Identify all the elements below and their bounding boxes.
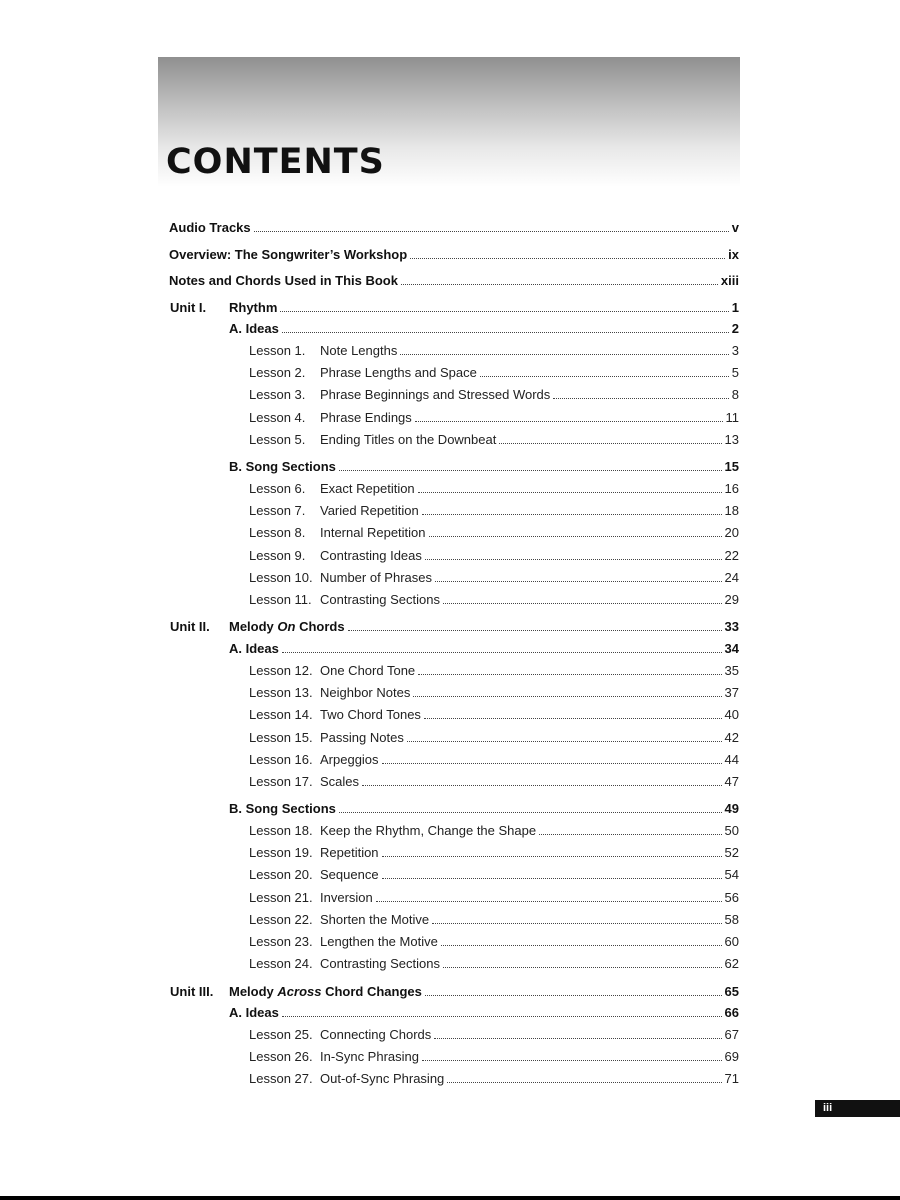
entry-page-number: 20 [724,524,739,540]
entry-number: Lesson 4. [249,409,306,425]
entry-number: Lesson 19. [249,844,313,860]
entry-page-number: 15 [724,458,739,474]
entry-title: Phrase Beginnings and Stressed Words [320,386,551,402]
entry-title: One Chord Tone [320,662,416,678]
dot-leader [443,603,722,604]
dot-leader [339,812,722,813]
dot-leader [418,674,721,675]
entry-page-number: 44 [724,751,739,767]
dot-leader [254,231,729,232]
dot-leader [553,398,728,399]
entry-number: Lesson 10. [249,569,313,585]
lesson-entry[interactable] [249,567,739,587]
entry-title: Phrase Endings [320,409,412,425]
entry-page-number: 2 [731,320,739,336]
dot-leader [435,581,722,582]
unit-label: Unit III. [170,983,214,999]
entry-number: Lesson 16. [249,751,313,767]
entry-title: B. Song Sections [229,458,336,474]
dot-leader [282,1016,722,1017]
entry-number: Lesson 18. [249,822,313,838]
entry-number: Lesson 12. [249,662,313,678]
entry-title: Notes and Chords Used in This Book [169,272,398,288]
lesson-entry[interactable] [249,887,739,907]
entry-title: Lengthen the Motive [320,933,438,949]
lesson-entry[interactable] [249,771,739,791]
entry-title: A. Ideas [229,640,279,656]
unit-entry[interactable] [229,616,739,636]
entry-title: In-Sync Phrasing [320,1048,419,1064]
lesson-entry[interactable] [249,660,739,680]
dot-leader [499,443,721,444]
lesson-entry[interactable] [249,749,739,769]
lesson-entry[interactable] [249,340,739,360]
entry-number: Lesson 26. [249,1048,313,1064]
entry-page-number: 13 [724,431,739,447]
entry-page-number: 34 [724,640,739,656]
lesson-entry[interactable] [249,842,739,862]
dot-leader [429,536,722,537]
unit-label: Unit I. [170,299,207,315]
entry-title: Internal Repetition [320,524,426,540]
dot-leader [400,354,728,355]
dot-leader [401,284,718,285]
dot-leader [422,1060,722,1061]
lesson-entry[interactable] [249,500,739,520]
lesson-entry[interactable] [249,384,739,404]
bottom-rule [0,1196,900,1200]
entry-title: Arpeggios [320,751,379,767]
dot-leader [339,470,722,471]
entry-number: Lesson 25. [249,1026,313,1042]
entry-page-number: 16 [724,480,739,496]
lesson-entry[interactable] [249,931,739,951]
entry-title: Shorten the Motive [320,911,430,927]
entry-title: Exact Repetition [320,480,415,496]
entry-title: A. Ideas [229,320,279,336]
entry-page-number: 35 [724,662,739,678]
entry-page-number: 65 [724,983,739,999]
dot-leader [418,492,722,493]
front-matter-entry[interactable] [169,244,739,264]
dot-leader [422,514,722,515]
lesson-entry[interactable] [249,820,739,840]
entry-title: Melody Across Chord Changes [229,983,422,999]
lesson-entry[interactable] [249,864,739,884]
entry-page-number: 33 [724,618,739,634]
entry-title: Melody On Chords [229,618,345,634]
dot-leader [441,945,722,946]
entry-title: Out-of-Sync Phrasing [320,1070,445,1086]
entry-number: Lesson 2. [249,364,306,380]
entry-page-number: 71 [724,1070,739,1086]
entry-title: Contrasting Sections [320,591,440,607]
dot-leader [539,834,721,835]
entry-page-number: v [731,219,739,235]
entry-title: Passing Notes [320,729,404,745]
entry-title: Two Chord Tones [320,706,421,722]
entry-number: Lesson 27. [249,1070,313,1086]
page-number: iii [823,1102,833,1114]
unit-entry[interactable] [229,297,739,317]
entry-number: Lesson 9. [249,547,306,563]
entry-page-number: 66 [724,1004,739,1020]
entry-page-number: 58 [724,911,739,927]
dot-leader [362,785,722,786]
entry-page-number: 40 [724,706,739,722]
entry-page-number: ix [728,246,739,262]
entry-title: Sequence [320,866,379,882]
entry-page-number: 1 [731,299,739,315]
unit-entry[interactable] [229,981,739,1001]
section-entry[interactable] [229,638,739,658]
entry-number: Lesson 15. [249,729,313,745]
section-entry[interactable] [229,1002,739,1022]
entry-page-number: 8 [731,386,739,402]
dot-leader [443,967,722,968]
dot-leader [382,878,722,879]
entry-page-number: 37 [724,684,739,700]
dot-leader [434,1038,721,1039]
dot-leader [413,696,721,697]
dot-leader [432,923,721,924]
entry-number: Lesson 7. [249,502,306,518]
lesson-entry[interactable] [249,478,739,498]
dot-leader [282,332,729,333]
entry-page-number: 18 [724,502,739,518]
lesson-entry[interactable] [249,1024,739,1044]
entry-page-number: 67 [724,1026,739,1042]
dot-leader [425,995,722,996]
entry-title: Ending Titles on the Downbeat [320,431,497,447]
entry-page-number: 52 [724,844,739,860]
unit-label: Unit II. [170,618,210,634]
entry-title: Contrasting Ideas [320,547,422,563]
entry-number: Lesson 23. [249,933,313,949]
entry-title: Contrasting Sections [320,955,440,971]
lesson-entry[interactable] [249,727,739,747]
entry-page-number: 47 [724,773,739,789]
dot-leader [415,421,723,422]
section-entry[interactable] [229,456,739,476]
entry-page-number: 5 [731,364,739,380]
dot-leader [348,630,722,631]
entry-page-number: 60 [724,933,739,949]
entry-page-number: 54 [724,866,739,882]
section-entry[interactable] [229,798,739,818]
entry-page-number: 56 [724,889,739,905]
dot-leader [280,311,728,312]
entry-number: Lesson 1. [249,342,306,358]
entry-number: Lesson 13. [249,684,313,700]
lesson-entry[interactable] [249,407,739,427]
entry-title: Phrase Lengths and Space [320,364,477,380]
dot-leader [480,376,729,377]
entry-title: Inversion [320,889,373,905]
entry-number: Lesson 20. [249,866,313,882]
entry-page-number: 3 [731,342,739,358]
lesson-entry[interactable] [249,909,739,929]
dot-leader [447,1082,721,1083]
dot-leader [407,741,722,742]
lesson-entry[interactable] [249,953,739,973]
entry-title: Note Lengths [320,342,398,358]
entry-title: A. Ideas [229,1004,279,1020]
dot-leader [376,901,722,902]
dot-leader [424,718,722,719]
entry-number: Lesson 8. [249,524,306,540]
entry-title: B. Song Sections [229,800,336,816]
entry-page-number: 11 [725,409,739,425]
entry-title: Overview: The Songwriter’s Workshop [169,246,408,262]
dot-leader [282,652,722,653]
lesson-entry[interactable] [249,682,739,702]
entry-number: Lesson 17. [249,773,313,789]
entry-number: Lesson 14. [249,706,313,722]
lesson-entry[interactable] [249,545,739,565]
entry-title: Scales [320,773,360,789]
lesson-entry[interactable] [249,362,739,382]
dot-leader [382,856,722,857]
lesson-entry[interactable] [249,704,739,724]
lesson-entry[interactable] [249,522,739,542]
entry-page-number: 22 [724,547,739,563]
entry-page-number: 29 [724,591,739,607]
entry-number: Lesson 24. [249,955,313,971]
front-matter-entry[interactable] [169,217,739,237]
page-title: CONTENTS [166,142,385,182]
section-entry[interactable] [229,318,739,338]
entry-title: Varied Repetition [320,502,419,518]
entry-page-number: 62 [724,955,739,971]
lesson-entry[interactable] [249,429,739,449]
lesson-entry[interactable] [249,1068,739,1088]
entry-page-number: 24 [724,569,739,585]
entry-page-number: xiii [720,272,739,288]
lesson-entry[interactable] [249,1046,739,1066]
entry-title: Connecting Chords [320,1026,432,1042]
lesson-entry[interactable] [249,589,739,609]
front-matter-entry[interactable] [169,270,739,290]
entry-title: Repetition [320,844,379,860]
entry-number: Lesson 6. [249,480,306,496]
entry-number: Lesson 21. [249,889,313,905]
dot-leader [410,258,725,259]
entry-page-number: 42 [724,729,739,745]
entry-title: Number of Phrases [320,569,432,585]
entry-title: Rhythm [229,299,278,315]
dot-leader [382,763,722,764]
entry-page-number: 69 [724,1048,739,1064]
entry-number: Lesson 5. [249,431,306,447]
entry-number: Lesson 11. [249,591,312,607]
dot-leader [425,559,722,560]
entry-title: Audio Tracks [169,219,251,235]
entry-title: Neighbor Notes [320,684,411,700]
entry-page-number: 50 [724,822,739,838]
entry-number: Lesson 22. [249,911,313,927]
entry-page-number: 49 [724,800,739,816]
entry-title: Keep the Rhythm, Change the Shape [320,822,537,838]
page-number-tab [815,1100,900,1117]
entry-number: Lesson 3. [249,386,306,402]
